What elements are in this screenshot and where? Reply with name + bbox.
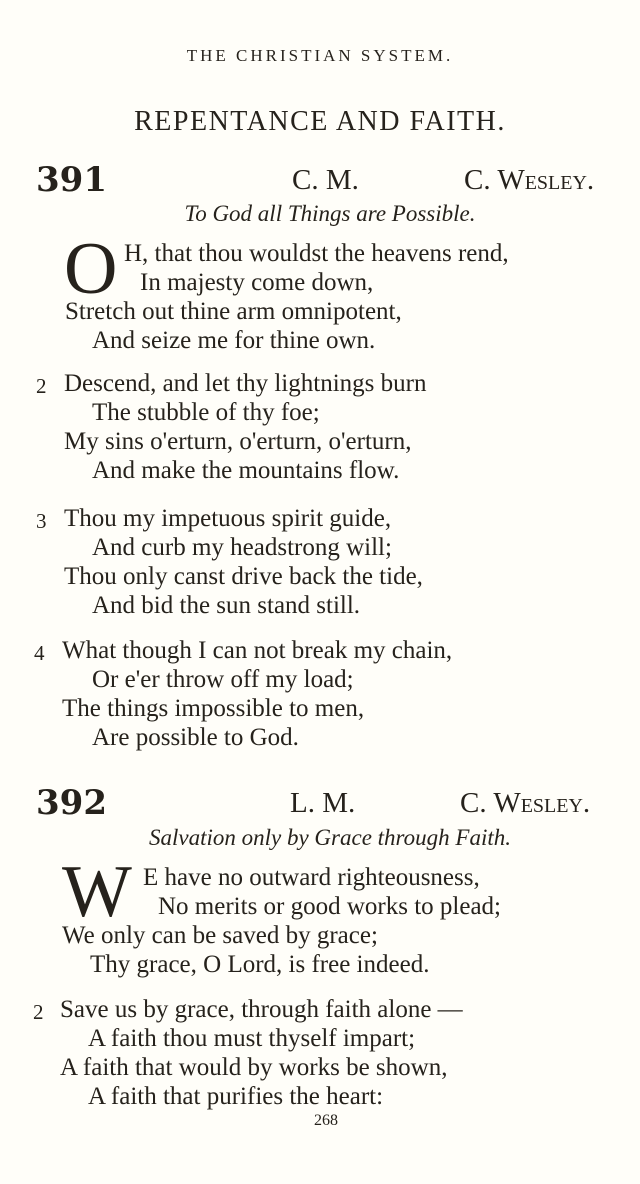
verse-line: What though I can not break my chain, xyxy=(62,637,453,664)
section-title: REPENTANCE AND FAITH. xyxy=(134,106,506,137)
hymn-title: To God all Things are Possible. xyxy=(184,201,476,226)
verse-line: E have no outward righteousness, xyxy=(143,864,480,891)
drop-cap: W xyxy=(62,851,132,933)
verse-line: We only can be saved by grace; xyxy=(62,922,378,949)
verse-line: Thy grace, O Lord, is free indeed. xyxy=(90,951,430,978)
verse-line: And bid the sun stand still. xyxy=(92,592,361,619)
verse-line: The stubble of thy foe; xyxy=(92,399,320,426)
verse-line: Thou my impetuous spirit guide, xyxy=(64,505,392,532)
drop-cap: O xyxy=(64,228,118,310)
page-number: 268 xyxy=(314,1112,338,1129)
hymn-author: C. Wesley. xyxy=(464,164,595,196)
hymn-391-header xyxy=(0,160,640,204)
verse-line: A faith that would by works be shown, xyxy=(60,1054,448,1081)
hymn-number: 392 xyxy=(36,783,107,823)
verse-line: No merits or good works to plead; xyxy=(158,893,502,920)
verse-line: The things impossible to men, xyxy=(62,695,365,722)
verse-line: Thou only canst drive back the tide, xyxy=(64,563,423,590)
verse-line: My sins o'erturn, o'erturn, o'erturn, xyxy=(64,428,412,455)
hymn-392-header xyxy=(0,783,640,827)
hymn-meter: L. M. xyxy=(290,787,356,819)
verse-line: Descend, and let thy lightnings burn xyxy=(64,370,427,397)
verse-line: Are possible to God. xyxy=(92,724,299,751)
verse-line: Stretch out thine arm omnipotent, xyxy=(65,298,402,325)
hymn-title: Salvation only by Grace through Faith. xyxy=(149,825,511,850)
hymn-number: 391 xyxy=(36,160,107,200)
verse-number: 2 xyxy=(33,1000,44,1024)
verse-line: A faith that purifies the heart: xyxy=(88,1083,384,1110)
verse-line: And seize me for thine own. xyxy=(92,327,376,354)
verse-line: And curb my headstrong will; xyxy=(92,534,392,561)
verse-line: And make the mountains flow. xyxy=(92,457,400,484)
verse-line: In majesty come down, xyxy=(140,269,374,296)
running-head: THE CHRISTIAN SYSTEM. xyxy=(186,46,454,65)
hymn-meter: C. M. xyxy=(292,164,359,196)
verse-line: A faith thou must thyself impart; xyxy=(88,1025,416,1052)
verse-number: 3 xyxy=(36,509,47,533)
verse-number: 4 xyxy=(34,641,45,665)
verse-number: 2 xyxy=(36,374,47,398)
hymn-author: C. Wesley. xyxy=(460,787,591,819)
verse-line: H, that thou wouldst the heavens rend, xyxy=(124,240,509,267)
verse-line: Or e'er throw off my load; xyxy=(92,666,354,693)
verse-line: Save us by grace, through faith alone — xyxy=(60,996,463,1023)
